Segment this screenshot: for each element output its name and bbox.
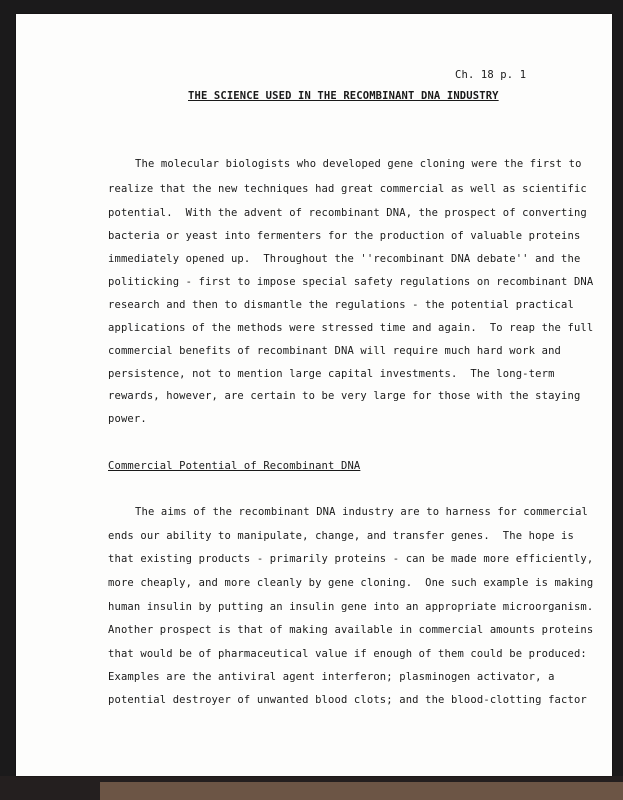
- text-line: commercial benefits of recombinant DNA will require much hard work and: [108, 345, 562, 357]
- text-line: power.: [108, 413, 147, 425]
- text-line: that would be of pharmaceutical value if enough of them could be produced:: [108, 648, 587, 660]
- text-line: bacteria or yeast into fermenters for the production of valuable proteins: [108, 230, 581, 242]
- text-line: human insulin by putting an insulin gene into an appropriate microorganism.: [108, 601, 594, 613]
- section-heading: Commercial Potential of Recombinant DNA: [108, 460, 361, 472]
- text-line: The molecular biologists who developed gene cloning were the first to: [135, 158, 582, 170]
- text-line: rewards, however, are certain to be very large for those with the staying: [108, 390, 581, 402]
- scan-bottom-board: [100, 782, 623, 800]
- text-line: immediately opened up. Throughout the ''recombinant DNA debate'' and the: [108, 253, 581, 265]
- text-line: The aims of the recombinant DNA industry are to harness for commercial: [135, 506, 589, 518]
- text-line: applications of the methods were stressed time and again. To reap the full: [108, 322, 594, 334]
- text-line: more cheaply, and more cleanly by gene cloning. One such example is making: [108, 577, 594, 589]
- page-title: THE SCIENCE USED IN THE RECOMBINANT DNA INDUSTRY: [188, 90, 499, 102]
- text-line: persistence, not to mention large capital investments. The long-term: [108, 368, 555, 380]
- text-line: potential. With the advent of recombinant DNA, the prospect of converting: [108, 207, 587, 219]
- text-line: ends our ability to manipulate, change, and transfer genes. The hope is: [108, 530, 574, 542]
- text-line: Another prospect is that of making available in commercial amounts proteins: [108, 624, 594, 636]
- text-line: Examples are the antiviral agent interferon; plasminogen activator, a: [108, 671, 555, 683]
- text-line: potential destroyer of unwanted blood clots; and the blood-clotting factor: [108, 694, 587, 706]
- text-line: realize that the new techniques had great commercial as well as scientific: [108, 183, 587, 195]
- text-line: that existing products - primarily proteins - can be made more efficiently,: [108, 553, 594, 565]
- text-line: research and then to dismantle the regulations - the potential practical: [108, 299, 574, 311]
- page-number: Ch. 18 p. 1: [455, 69, 527, 81]
- text-line: politicking - first to impose special safety regulations on recombinant DNA: [108, 276, 594, 288]
